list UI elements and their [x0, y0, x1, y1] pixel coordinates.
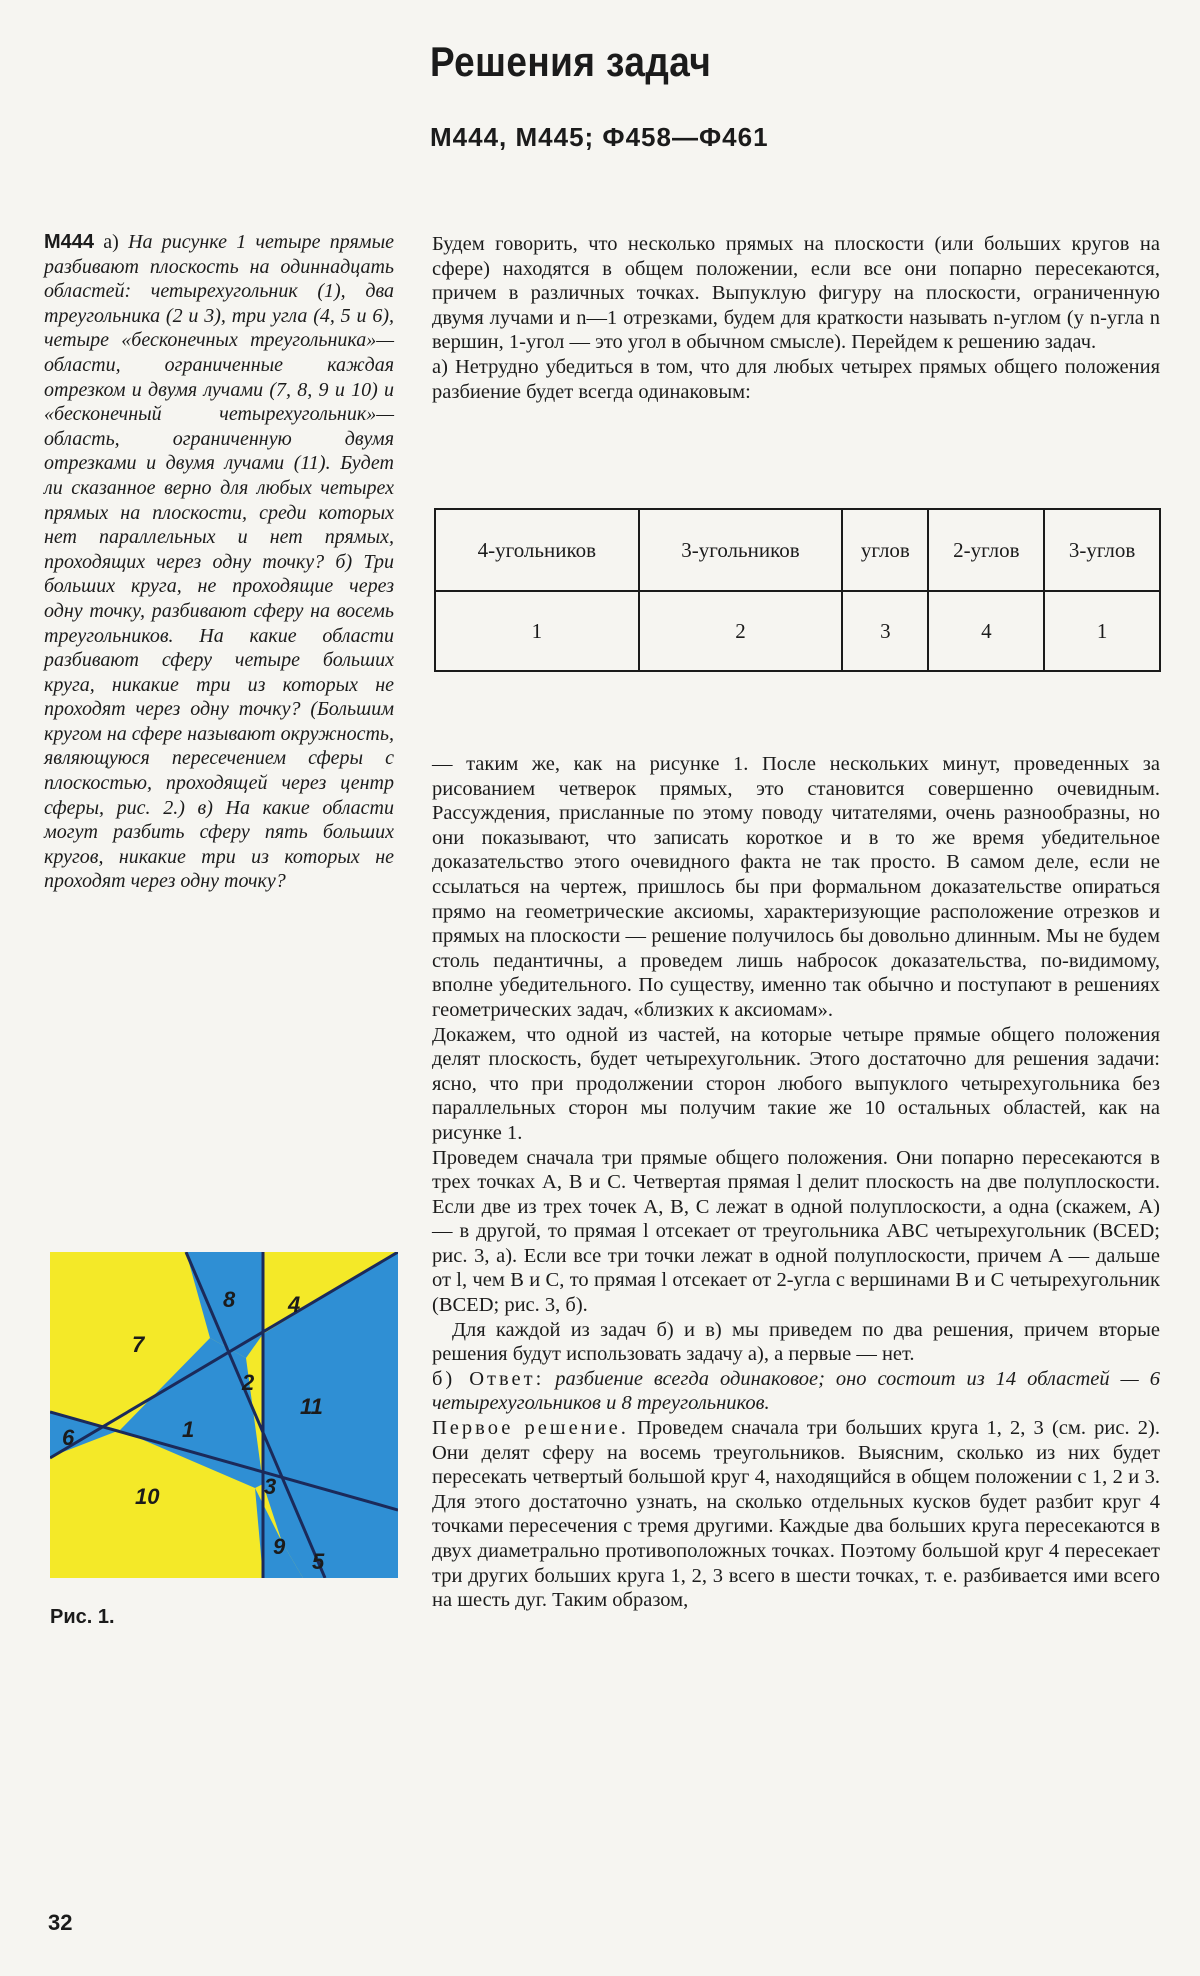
table-cell: 4: [928, 591, 1044, 671]
figure-label-1: 1: [182, 1417, 195, 1442]
figure-caption: Рис. 1.: [50, 1606, 115, 1628]
solution-body: [432, 752, 1160, 1613]
solution-paragraph: Проведем сначала три прямые общего положения. Они попарно пересекаются в трех точках A, B и C. Четвертая прямая l делит плоскость на две полуплоскости. Если две из трех точек A, B, C лежат в одной полуплоскости, а одна (скажем, A) — в другой, то прямая l отсекает от треугольника ABC четырехугольник (BCED; рис. 3, а). Если все три точки лежат в одной полуплоскости, причем A — дальше от l, чем B и C, то прямая l отсекает от 2-угла с вершинами B и C четырехугольник (BCED; рис. 3, б).: [432, 1146, 1160, 1317]
table-cell: 3: [842, 591, 928, 671]
answer-paragraph: [432, 1367, 1160, 1416]
answer-text: разбиение всегда одинаковое; оно состоит из 14 областей — 6 четырехугольников и 8 треугольников.: [432, 1367, 1160, 1415]
page-subtitle: М444, М445; Ф458—Ф461: [430, 122, 769, 152]
solution-paragraph: Будем говорить, что несколько прямых на плоскости (или больших кругов на сфере) находятся в общем положении, если все они попарно пересекаются, причем в различных точках. Выпуклую фигуру на плоскости, ограниченную двумя лучами и n—1 отрезками, будем для краткости называть n-углом (у n-угла n вершин, 1-угол — это угол в обычном смысле). Перейдем к решению задач.: [432, 233, 1160, 354]
first-solution-paragraph: [432, 1416, 1160, 1613]
figure-label-2: 2: [242, 1370, 255, 1395]
table-header: 4-угольников: [435, 509, 639, 591]
solution-intro: [432, 232, 1160, 404]
figure-1-diagram: [50, 1252, 398, 1578]
solution-paragraph: а) Нетрудно убедиться в том, что для любых четырех прямых общего положения разбиение будет всегда одинаковым:: [432, 355, 1160, 403]
solution-paragraph: Докажем, что одной из частей, на которые четыре прямые общего положения делят плоскость, будет четырехугольник. Этого достаточно для решения задачи: ясно, что при продолжении сторон любого выпуклого четырехугольника без параллельных сторон мы получим такие же 10 остальных областей, как на рисунке 1.: [432, 1023, 1160, 1144]
partition-table: [434, 508, 1161, 672]
figure-label-3: 3: [264, 1474, 277, 1499]
figure-label-10: 10: [135, 1484, 160, 1509]
problem-part-a-marker: а): [103, 231, 119, 253]
problem-question: Будет ли сказанное верно для любых четырех прямых на плоскости, среди которых нет параллельных и нет прямых, проходящих через одну точку?: [44, 452, 394, 573]
table-cell: 1: [435, 591, 639, 671]
figure-label-7: 7: [132, 1332, 145, 1357]
figure-label-8: 8: [223, 1287, 236, 1312]
figure-label-5: 5: [312, 1549, 325, 1574]
table-header: 3-угольников: [639, 509, 843, 591]
table-header: 2-углов: [928, 509, 1044, 591]
figure-label-4: 4: [288, 1292, 301, 1317]
problem-part-b: б) Три больших круга, не проходящие через одну точку, разбивают сферу на восемь треугольников. На какие области разбивают сферу четыре больших круга, никакие три из которых не проходят через одну точку? (Большим кругом на сфере называют окружность, являющуюся пересечением сферы с плоскостью, проходящей через центр сферы, рис. 2.): [44, 550, 395, 819]
table-cell: 2: [639, 591, 843, 671]
table-cell: 1: [1044, 591, 1160, 671]
solution-paragraph: — таким же, как на рисунке 1. После нескольких минут, проведенных за рисованием четверок прямых, это становится совершенно очевидным. Рассуждения, присланные по этому поводу читателями, очень разнообразны, но они показывают, что записать короткое и в то же время убедительное доказательство этого очевидного факта не так просто. В самом деле, если не ссылаться на чертеж, пришлось бы при формальном доказательстве опираться прямо на геометрические аксиомы, характеризующие расположение отрезков и прямых на плоскости — решение получилось бы довольно длинным. Мы не будем столь педантичны, а проведем лишь набросок доказательства, по-видимому, вполне убедительного. По существу, именно так обычно и поступают в решениях геометрических задач, «близких к аксиомам».: [432, 753, 1160, 1021]
figure-label-9: 9: [273, 1534, 286, 1559]
problem-part-a: На рисунке 1 четыре прямые разбивают плоскость на одиннадцать областей: четырехугольник (1), два треугольника (2 и 3), три угла (4, 5 и 6), четыре «бесконечных треугольника»— области, ограниченные каждая отрезком и двумя лучами (7, 8, 9 и 10) и «бесконечный четырехугольник»— область, ограниченную двумя отрезками и двумя лучами (11).: [44, 231, 394, 475]
page-number: 32: [48, 1910, 73, 1935]
problem-part-c: в) На какие области могут разбить сферу пять больших кругов, никакие три из которых не проходят через одну точку?: [44, 796, 394, 893]
table-header: 3-углов: [1044, 509, 1160, 591]
first-solution-label: Первое решение.: [432, 1417, 629, 1440]
solution-paragraph: Для каждой из задач б) и в) мы приведем по два решения, причем вторые решения будут использовать задачу а), а первые — нет.: [432, 1318, 1160, 1366]
first-solution-text: Проведем сначала три больших круга 1, 2, 3 (см. рис. 2). Они делят сферу на восемь треугольников. Выясним, сколько из них будет пересекать четвертый большой круг 4, находящийся в общем положении с 1, 2 и 3. Для этого достаточно узнать, на сколько отдельных кусков будет разбит круг 4 точками пересечения с тремя другими. Каждые два больших круга пересекаются в двух диаметрально противоположных точках. Поэтому большой круг 4 пересекает три других больших круга 1, 2, 3 всего в шести точках, т. е. разбивается ими всего на шесть дуг. Таким образом,: [432, 1417, 1160, 1612]
page-title: Решения задач: [430, 38, 712, 85]
figure-label-6: 6: [62, 1425, 75, 1450]
problem-id: М444: [44, 231, 95, 253]
answer-label: б) Ответ:: [432, 1367, 545, 1390]
figure-label-11: 11: [300, 1394, 323, 1419]
table-header: углов: [842, 509, 928, 591]
problem-statement: [44, 230, 394, 894]
